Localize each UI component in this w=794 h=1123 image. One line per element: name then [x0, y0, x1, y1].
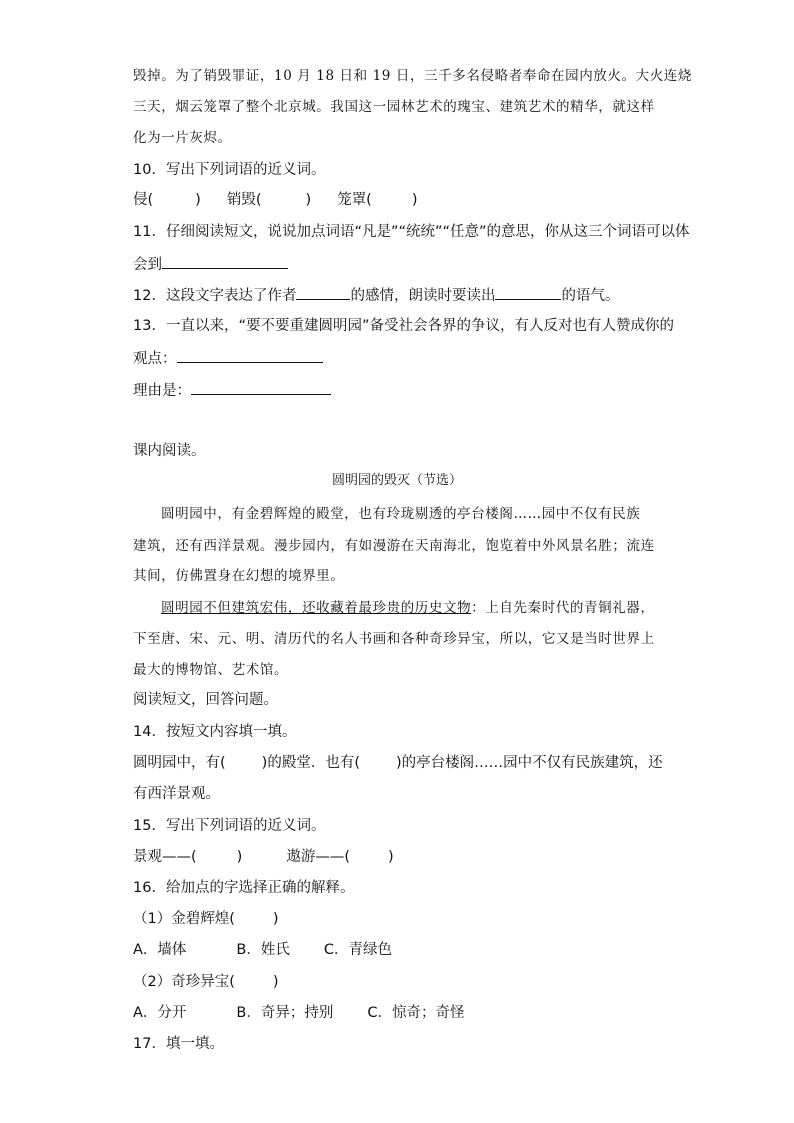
- q11-line1: 11．仔细阅读短文，说说加点词语“凡是”“统统”“任意”的意思，你从这三个词语可以体: [133, 224, 690, 240]
- q12: [133, 285, 619, 306]
- section-label: 课内阅读。: [133, 443, 206, 459]
- q10-word2: 销毁(: [226, 192, 262, 208]
- q15-stem: 15．写出下列词语的近义词。: [133, 818, 326, 834]
- q13-reason: [133, 380, 331, 401]
- q14-line1: [133, 753, 663, 773]
- passage1-line1: 毁掉。为了销毁罪证，10 月 18 日和 19 日，三千多名侵略者奉命在园内放火。大火连烧: [133, 68, 692, 84]
- passage2-p2-line3: 最大的博物馆、艺术馆。: [133, 662, 289, 678]
- q13-view: [133, 348, 323, 369]
- passage2-p2-line1: [161, 598, 655, 618]
- q12-blank1[interactable]: [296, 285, 350, 300]
- q10-paren1: ): [195, 192, 201, 208]
- q10-paren2: ): [305, 192, 312, 208]
- passage1-line3: 化为一片灰烬。: [133, 130, 232, 146]
- q12-part-c: 的语气。: [561, 288, 620, 304]
- q16-sub1-option-c[interactable]: C．青绿色: [323, 942, 392, 958]
- q15-word2: 遨游——(: [286, 849, 351, 865]
- q13-reason-blank[interactable]: [191, 380, 331, 395]
- q15-answers: [133, 847, 394, 867]
- passage2-p2-line1-rest: ：上自先秦时代的青铜礼器，: [471, 600, 655, 616]
- q13-view-label: 观点：: [133, 351, 177, 367]
- passage2-p1-line2: 建筑，还有西洋景观。漫步园内，有如漫游在天南海北，饱览着中外风景名胜；流连: [133, 538, 655, 554]
- q15-paren2: ): [388, 849, 394, 865]
- q16-sub1-option-b[interactable]: B．姓氏: [236, 942, 290, 958]
- q15-word1: 景观——(: [133, 849, 197, 865]
- q12-part-a: 12．这段文字表达了作者: [133, 288, 297, 304]
- q14-part-c: )的亭台楼阁……园中不仅有民族建筑，还: [396, 755, 663, 771]
- instruction: 阅读短文，回答问题。: [133, 692, 278, 708]
- q10-word1: 侵(: [133, 192, 154, 208]
- q16-sub2-paren: ): [272, 974, 279, 990]
- q17-stem: 17．填一填。: [133, 1036, 224, 1052]
- q16-sub1-paren: ): [272, 911, 279, 927]
- passage2-p2-line2: 下至唐、宋、元、明、清历代的名人书画和各种奇珍异宝，所以，它又是当时世界上: [133, 631, 655, 647]
- q13-line1: 13．一直以来，“要不要重建圆明园”备受社会各界的争议，有人反对也有人赞成你的: [133, 318, 674, 334]
- q16-sub1-options: [133, 940, 392, 960]
- q16-sub2-options: [133, 1003, 465, 1023]
- q11-line2: [133, 254, 288, 275]
- passage2-p1-line3: 其间，仿佛置身在幻想的境界里。: [133, 568, 345, 584]
- q16-sub2-option-b[interactable]: B．奇异；持别: [236, 1005, 334, 1021]
- q16-stem: 16．给加点的字选择正确的解释。: [133, 880, 355, 896]
- q14-line2: 有西洋景观。: [133, 786, 220, 802]
- q10-answers: [133, 190, 418, 210]
- q16-sub1: [133, 909, 279, 929]
- q13-reason-label: 理由是：: [133, 383, 191, 399]
- passage-title: 圆明园的毁灭（节选）: [331, 473, 462, 488]
- q14-part-a: 圆明园中，有(: [133, 755, 226, 771]
- passage1-line2: 三天，烟云笼罩了整个北京城。我国这一园林艺术的瑰宝、建筑艺术的精华，就这样: [133, 99, 655, 115]
- passage2-underlined-sentence: 圆明园不但建筑宏伟，还收藏着最珍贵的历史文物: [161, 600, 472, 616]
- q14-part-b: )的殿堂．也有(: [261, 755, 360, 771]
- q12-blank2[interactable]: [495, 285, 561, 300]
- q13-view-blank[interactable]: [177, 348, 323, 363]
- q11-prompt: 会到: [133, 257, 162, 273]
- q10-word3: 笼罩(: [337, 192, 372, 208]
- q16-sub2-label: （2）奇珍异宝(: [133, 974, 235, 990]
- q11-answer-blank[interactable]: [162, 254, 288, 269]
- q16-sub2-option-a[interactable]: A．分开: [133, 1005, 187, 1021]
- q16-sub2: [133, 972, 279, 992]
- q10-stem: 10．写出下列词语的近义词。: [133, 162, 326, 178]
- q12-part-b: 的感情，朗读时要读出: [350, 288, 496, 304]
- q15-paren1: ): [236, 849, 243, 865]
- q10-paren3: ): [411, 192, 418, 208]
- q16-sub2-option-c[interactable]: C．惊奇；奇怪: [367, 1005, 465, 1021]
- q14-stem: 14．按短文内容填一填。: [133, 724, 297, 740]
- passage2-p1-line1: 圆明园中，有金碧辉煌的殿堂，也有玲珑剔透的亭台楼阁……园中不仅有民族: [161, 506, 641, 522]
- q16-sub1-label: （1）金碧辉煌(: [133, 911, 235, 927]
- q16-sub1-option-a[interactable]: A．墙体: [133, 942, 187, 958]
